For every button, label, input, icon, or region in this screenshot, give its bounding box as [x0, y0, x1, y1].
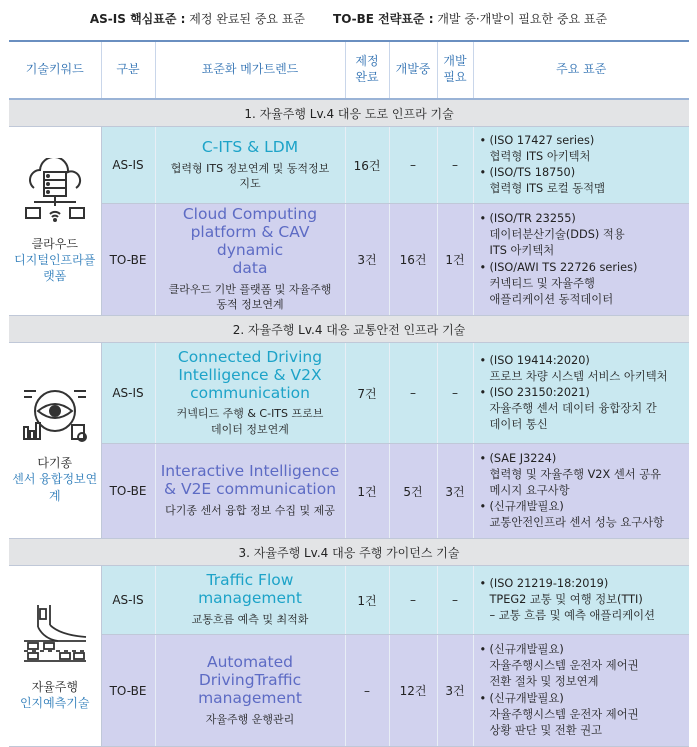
keyword-name: 클라우드	[31, 236, 78, 251]
keyword-sub: 인지예측기술	[19, 696, 90, 710]
done-count: 7건	[345, 343, 389, 444]
standard-desc: 애플리케이션 동적데이터	[489, 292, 614, 306]
header-row	[9, 41, 689, 99]
header-need: 개발 필요	[437, 41, 473, 99]
standards-table	[9, 40, 689, 747]
standard-desc: 프로브 차량 시스템 서비스 아키텍처	[489, 369, 668, 383]
trend-subtitle: 협력형 ITS 정보연계 및 동적정보 지도	[170, 161, 330, 190]
type-cell: TO-BE	[101, 204, 155, 316]
standard-desc: 상황 판단 및 전환 권고	[489, 723, 603, 737]
keyword-sub: 디지털인프라플	[14, 252, 96, 267]
dev-count: –	[389, 127, 437, 204]
trend-title: C-ITS & LDM	[201, 137, 299, 156]
standard-desc: 협력형 및 자율주행 V2X 센서 공유	[489, 467, 662, 481]
trend-subtitle: 커넥티드 주행 & C-ITS 프로브 데이터 정보연계	[176, 407, 324, 436]
standard-desc: 협력형 ITS 아키텍처	[489, 149, 591, 163]
section-row	[9, 316, 689, 343]
dev-count: 16건	[389, 204, 437, 316]
legend-tobe: TO-BE 전략표준 : 개발 중·개발이 필요한 중요 표준	[333, 11, 608, 26]
standard-desc: 자율주행 센서 데이터 융합장치 간	[489, 402, 657, 416]
standard-desc: 데이터 통신	[489, 418, 548, 432]
dev-count: –	[389, 566, 437, 635]
standard-id: • (SAE J3224)	[480, 451, 684, 467]
table-row	[9, 343, 689, 444]
legend	[0, 0, 697, 36]
trend-title: Automated DrivingTraffic management	[198, 653, 302, 707]
header-keyword: 기술키워드	[9, 41, 101, 99]
dev-count: 5건	[389, 444, 437, 539]
standard-id: • (ISO/TS 18750)	[480, 165, 684, 181]
type-cell: TO-BE	[101, 444, 155, 539]
trend-cell	[155, 343, 345, 444]
cloud-server-icon	[20, 158, 90, 228]
need-count: –	[437, 127, 473, 204]
keyword-cell	[9, 566, 101, 747]
trend-title: Interactive Intelligence & V2E communication	[160, 462, 340, 499]
bullet-icon: •	[479, 385, 487, 399]
table-row	[9, 127, 689, 204]
standards-cell	[473, 566, 689, 635]
dev-count: –	[389, 343, 437, 444]
standards-cell	[473, 343, 689, 444]
type-cell: TO-BE	[101, 635, 155, 747]
standard-desc: – 교통 흐름 및 예측 애플리케이션	[489, 609, 655, 623]
bullet-icon: •	[479, 643, 487, 657]
section-title: 3. 자율주행 Lv.4 대응 주행 가이던스 기술	[9, 539, 689, 566]
bullet-icon: •	[479, 451, 487, 465]
bullet-icon: •	[479, 353, 487, 367]
standard-id: • (신규개발필요)	[480, 642, 684, 658]
standard-id: • (ISO/AWI TS 22726 series)	[480, 260, 684, 276]
keyword-cell	[9, 127, 101, 316]
table-row	[9, 635, 689, 747]
done-count: 1건	[345, 444, 389, 539]
trend-subtitle: 다기종 센서 융합 정보 수집 및 제공	[165, 504, 335, 518]
trend-title: Cloud Computing platform & CAV dynamic data	[182, 205, 318, 277]
standard-id: • (신규개발필요)	[480, 691, 684, 707]
keyword-sub: 센서 융합정보연계	[12, 472, 98, 503]
section-title: 1. 자율주행 Lv.4 대응 도로 인프라 기술	[9, 99, 689, 127]
trend-cell	[155, 566, 345, 635]
road-traffic-icon	[20, 601, 90, 671]
type-cell: AS-IS	[101, 343, 155, 444]
standard-id: • (ISO 17427 series)	[480, 133, 684, 149]
done-count: 16건	[345, 127, 389, 204]
standards-cell	[473, 127, 689, 204]
type-cell: AS-IS	[101, 566, 155, 635]
header-type: 구분	[101, 41, 155, 99]
section-row	[9, 99, 689, 127]
need-count: 3건	[437, 635, 473, 747]
standard-desc: 데이터분산기술(DDS) 적용	[489, 228, 625, 242]
bullet-icon: •	[479, 166, 487, 179]
header-done: 제정 완료	[345, 41, 389, 99]
standard-desc: 자율주행시스템 운전자 제어권	[489, 659, 639, 673]
trend-cell	[155, 127, 345, 204]
need-count: –	[437, 343, 473, 444]
trend-cell	[155, 204, 345, 316]
bullet-icon: •	[479, 691, 487, 705]
standards-cell	[473, 635, 689, 747]
section-title: 2. 자율주행 Lv.4 대응 교통안전 인프라 기술	[9, 316, 689, 343]
header-trend: 표준화 메가트렌드	[155, 41, 345, 99]
standard-desc: 메시지 요구사항	[489, 483, 570, 497]
dev-count: 12건	[389, 635, 437, 747]
bullet-icon: •	[479, 576, 487, 590]
header-std: 주요 표준	[473, 41, 689, 99]
standard-desc: 교통안전인프라 센서 성능 요구사항	[489, 516, 664, 530]
standard-id: • (ISO 23150:2021)	[480, 385, 684, 401]
need-count: 1건	[437, 204, 473, 316]
standard-desc: 협력형 ITS 로컬 동적맵	[489, 182, 605, 196]
standard-desc: 전환 절차 및 정보연계	[489, 675, 599, 689]
trend-title: Connected Driving Intelligence & V2X communication	[177, 347, 323, 402]
standards-cell	[473, 204, 689, 316]
bullet-icon: •	[479, 260, 487, 274]
legend-asis: AS-IS 핵심표준 : 제정 완료된 중요 표준	[89, 11, 306, 26]
standard-id: • (ISO/TR 23255)	[480, 211, 684, 227]
trend-subtitle: 클라우드 기반 플랫폼 및 자율주행 동적 정보연계	[168, 282, 332, 312]
standard-id: • (ISO 21219-18:2019)	[480, 576, 684, 592]
table-row	[9, 204, 689, 316]
need-count: 3건	[437, 444, 473, 539]
header-dev: 개발중	[389, 41, 437, 99]
standard-id: • (ISO 19414:2020)	[480, 353, 684, 369]
trend-title: Traffic Flow management	[198, 571, 302, 608]
keyword-name: 자율주행	[31, 679, 78, 694]
eye-analytics-icon	[20, 377, 90, 447]
done-count: –	[345, 635, 389, 747]
done-count: 3건	[345, 204, 389, 316]
standard-desc: 자율주행시스템 운전자 제어권	[489, 707, 639, 721]
section-row	[9, 539, 689, 566]
bullet-icon: •	[479, 133, 487, 147]
standards-cell	[473, 444, 689, 539]
bullet-icon: •	[479, 212, 487, 226]
standard-id: • (신규개발필요)	[480, 499, 684, 515]
need-count: –	[437, 566, 473, 635]
standard-desc: ITS 아키텍처	[489, 244, 555, 258]
table-row	[9, 444, 689, 539]
bullet-icon: •	[479, 500, 487, 514]
standard-desc: 커넥티드 및 자율주행	[489, 276, 595, 290]
keyword-name: 다기종	[37, 456, 73, 471]
done-count: 1건	[345, 566, 389, 635]
trend-cell	[155, 444, 345, 539]
trend-cell	[155, 635, 345, 747]
standard-desc: TPEG2 교통 및 여행 정보(TTI)	[489, 592, 643, 606]
type-cell: AS-IS	[101, 127, 155, 204]
trend-subtitle: 자율주행 운행관리	[205, 712, 295, 726]
trend-subtitle: 교통흐름 예측 및 최적화	[191, 613, 309, 627]
keyword-sub: 랫폼	[43, 269, 67, 284]
keyword-cell	[9, 343, 101, 539]
table-row	[9, 566, 689, 635]
